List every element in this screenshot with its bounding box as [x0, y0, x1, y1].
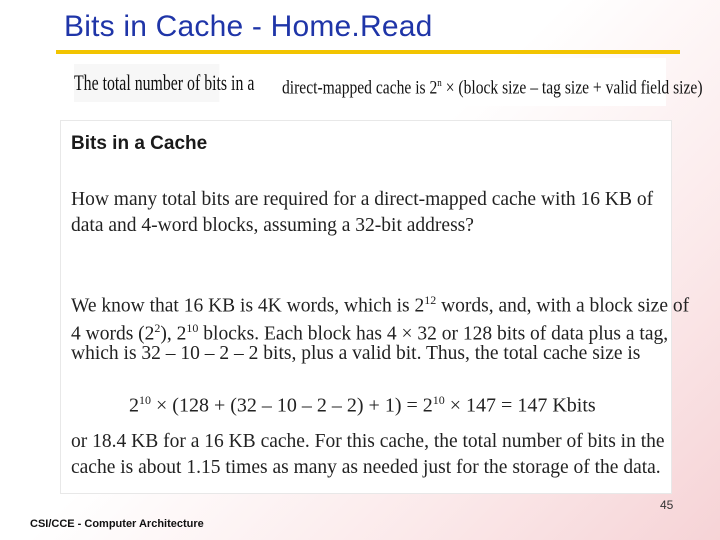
formula-suffix: × (block size – tag size + valid field size) — [441, 77, 703, 99]
question-line-1: How many total bits are required for a direct-mapped cache with 16 KB of — [71, 189, 654, 210]
answer-exponent: 12 — [424, 293, 437, 307]
formula-left-text: The total number of bits in a — [74, 64, 219, 102]
cache-size-equation — [129, 387, 596, 419]
conclusion-line-1: or 18.4 KB for a 16 KB cache. For this cache, the total number of bits in the — [71, 431, 665, 452]
example-heading: Bits in a Cache — [71, 133, 208, 154]
question-line-2: data and 4-word blocks, assuming a 32-bit address? — [71, 215, 474, 236]
answer-text: blocks. Each block has 4 × 32 or 128 bits of data plus a tag, — [198, 323, 669, 345]
equation-text: 2 — [129, 394, 139, 417]
answer-text: We know that 16 KB is 4K words, which is 2 — [71, 295, 425, 317]
answer-text: ), 2 — [160, 323, 187, 345]
example-box — [60, 120, 690, 494]
footer-course-label: CSI/CCE - Computer Architecture — [30, 518, 204, 530]
answer-line-3: which is 32 – 10 – 2 – 2 bits, plus a valid bit. Thus, the total cache size is — [71, 343, 641, 364]
formula-image — [72, 58, 703, 106]
conclusion-line-2: cache is about 1.15 times as many as needed just for the storage of the data. — [71, 457, 661, 478]
formula-prefix: direct-mapped cache is 2 — [282, 77, 438, 99]
equation-exponent: 10 — [432, 393, 445, 407]
formula-exponent: n — [437, 77, 442, 89]
answer-exponent: 10 — [186, 321, 199, 335]
equation-text: × 147 = 147 Kbits — [444, 394, 596, 417]
answer-text: 4 words (2 — [71, 323, 155, 345]
formula-right-text — [282, 64, 703, 107]
answer-text: words, and, with a block size of — [436, 295, 690, 317]
page-number: 45 — [660, 498, 674, 512]
slide-title: Bits in Cache - Home.Read — [64, 10, 433, 43]
equation-text: × (128 + (32 – 10 – 2 – 2) + 1) = 2 — [151, 394, 433, 417]
title-underline — [56, 50, 680, 54]
equation-exponent: 10 — [139, 393, 151, 407]
answer-exponent: 2 — [154, 321, 161, 335]
